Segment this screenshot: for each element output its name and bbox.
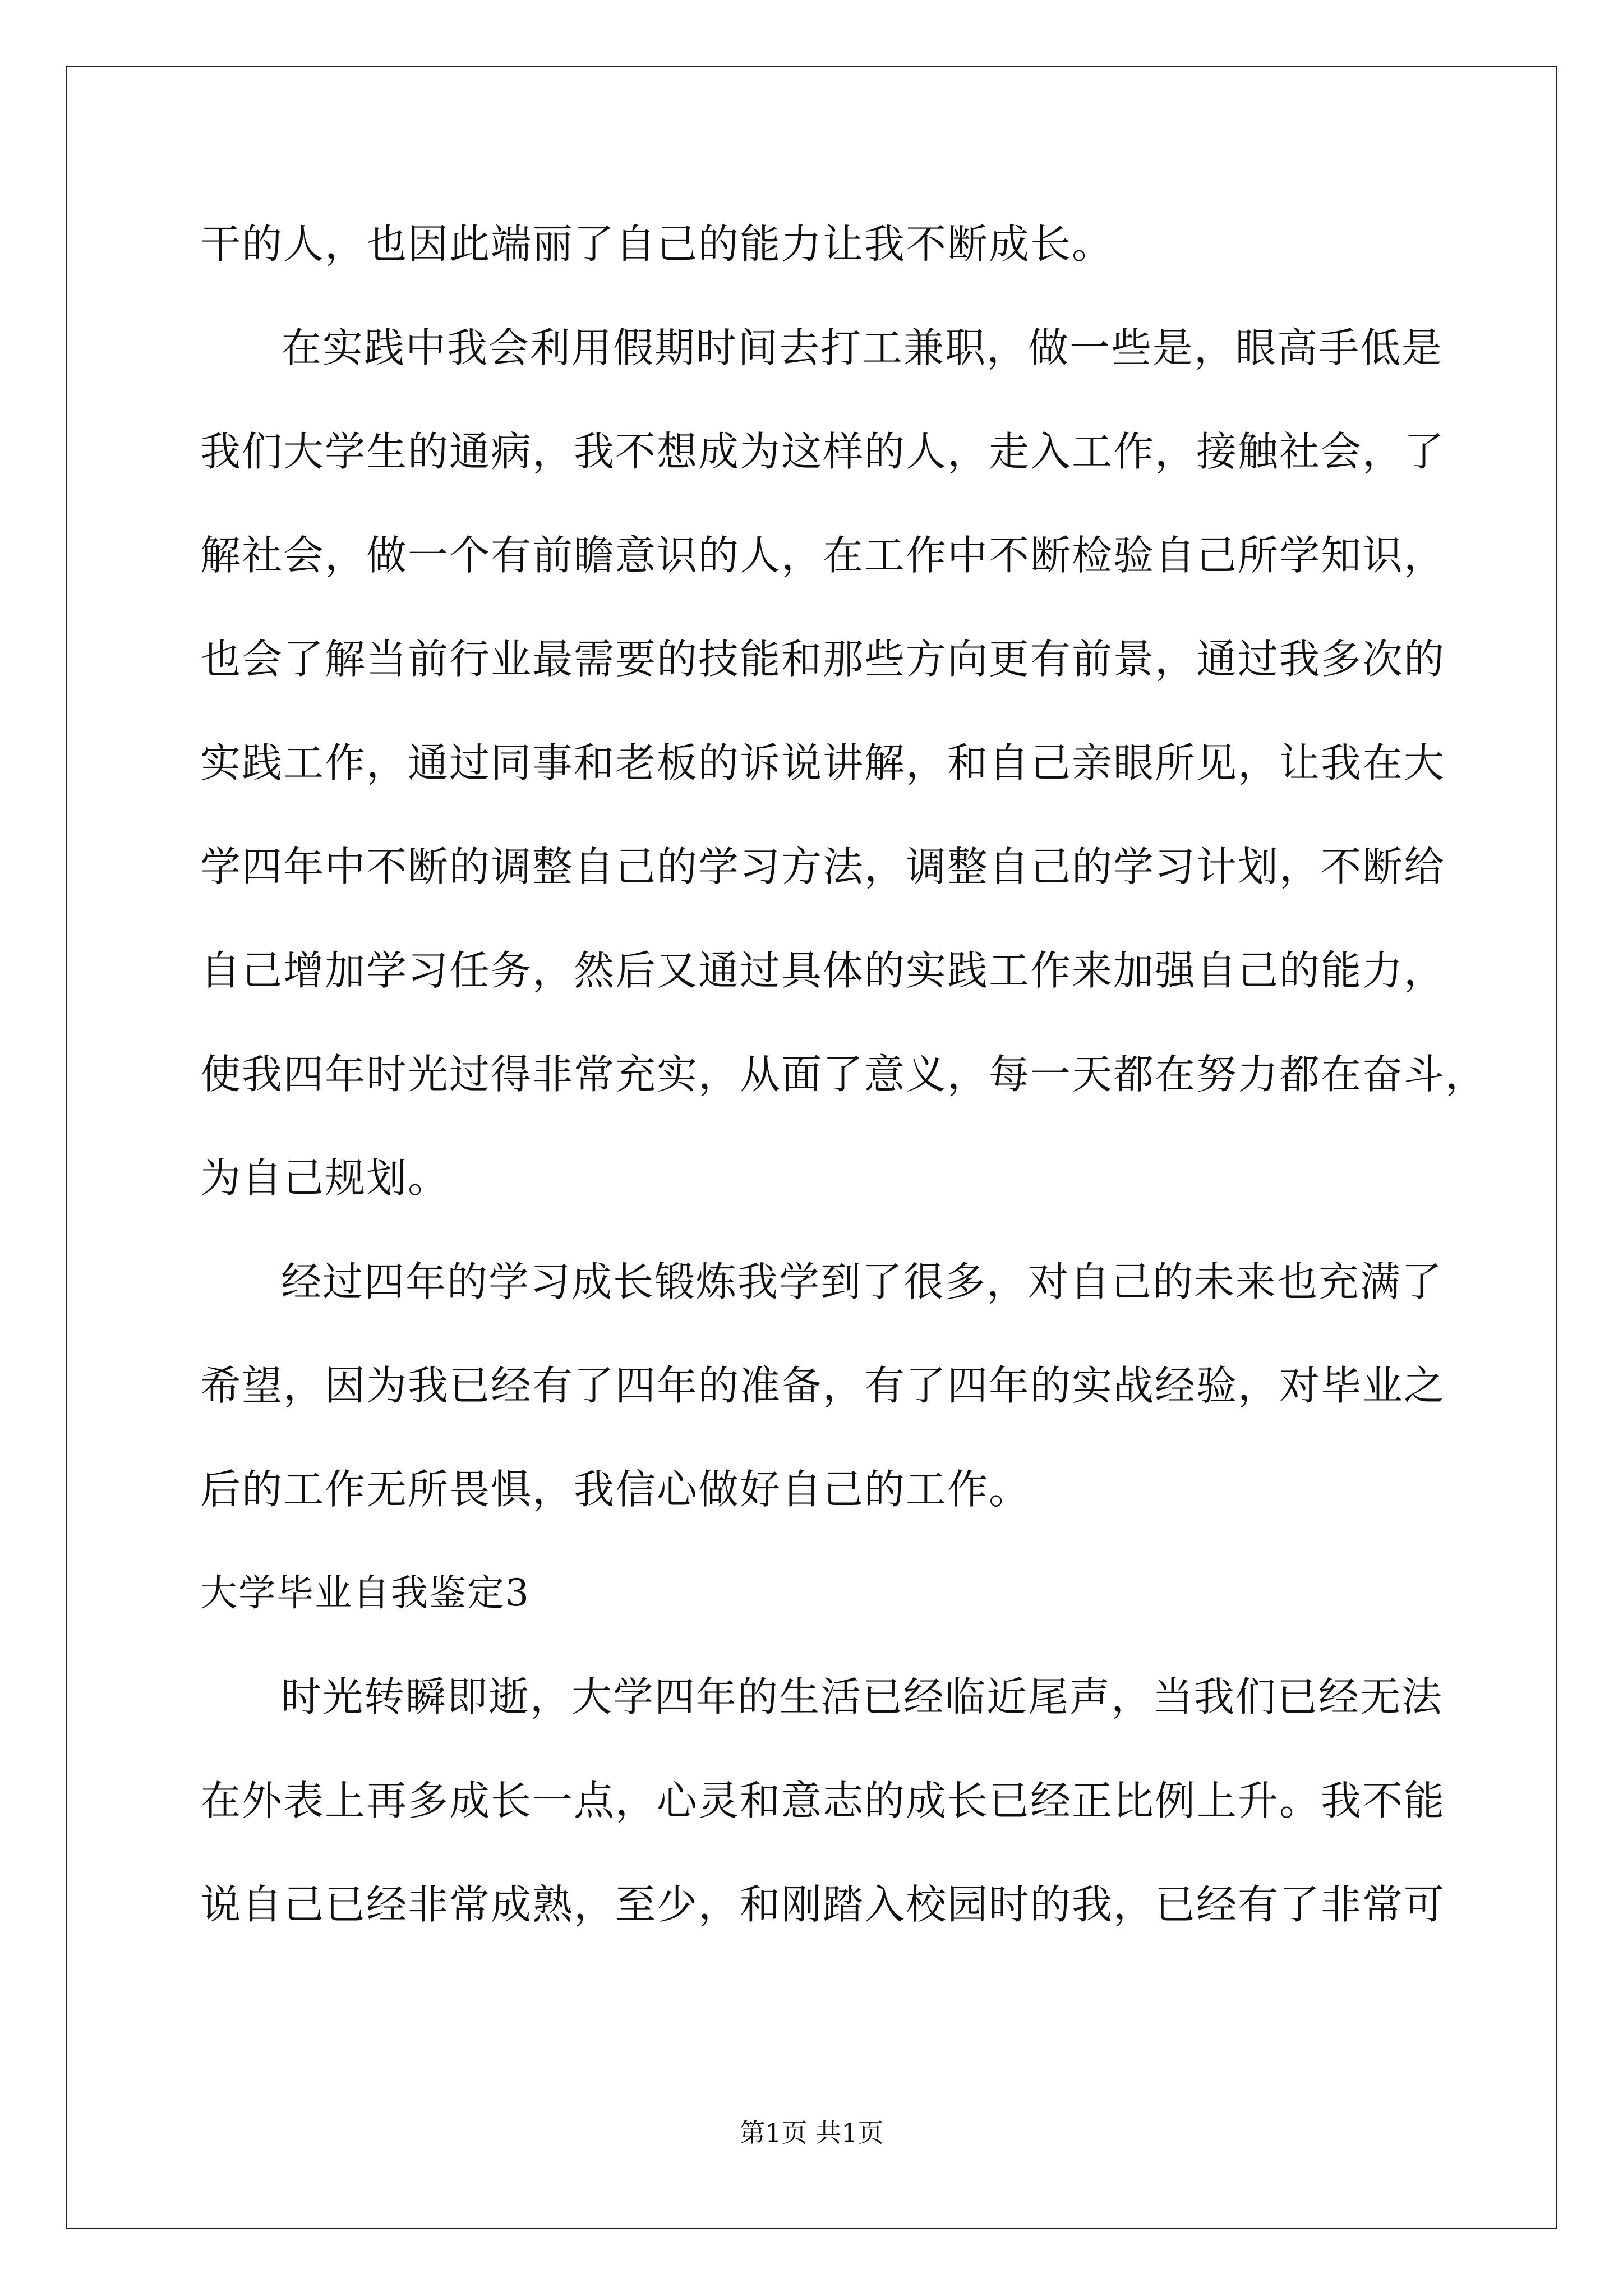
- paragraph-first-line: 经过四年的学习成长锻炼我学到了很多，对自己的未来也充满了: [281, 1258, 1444, 1305]
- text-line: 说自己已经非常成熟，至少，和刚踏入校园时的我，已经有了非常可: [200, 1881, 1446, 1928]
- text-line: 在外表上再多成长一点，心灵和意志的成长已经正比例上升。我不能: [200, 1777, 1446, 1824]
- text-line: 学四年中不断的调整自己的学习方法，调整自己的学习计划，不断给: [200, 843, 1446, 890]
- paragraph-first-line: 时光转瞬即逝，大学四年的生活已经临近尾声，当我们已经无法: [281, 1673, 1444, 1720]
- text-line: 也会了解当前行业最需要的技能和那些方向更有前景，通过我多次的: [200, 636, 1446, 683]
- text-line: 解社会，做一个有前瞻意识的人，在工作中不断检验自己所学知识，: [200, 532, 1446, 579]
- text-line: 干的人，也因此端丽了自己的能力让我不断成长。: [200, 220, 1114, 268]
- section-heading: 大学毕业自我鉴定3: [200, 1571, 530, 1614]
- text-line: 实践工作，通过同事和老板的诉说讲解，和自己亲眼所见，让我在大: [200, 739, 1446, 786]
- page-footer: 第1页 共1页: [739, 2118, 884, 2148]
- text-line: 我们大学生的通病，我不想成为这样的人，走入工作，接触社会，了: [200, 428, 1446, 475]
- text-line: 后的工作无所畏惧，我信心做好自己的工作。: [200, 1466, 1031, 1513]
- text-line: 自己增加学习任务，然后又通过具体的实践工作来加强自己的能力，: [200, 947, 1446, 994]
- paragraph-first-line: 在实践中我会利用假期时间去打工兼职，做一些是，眼高手低是: [281, 324, 1444, 371]
- text-line: 希望，因为我已经有了四年的准备，有了四年的实战经验，对毕业之: [200, 1362, 1446, 1409]
- text-line: 使我四年时光过得非常充实，从面了意义，每一天都在努力都在奋斗，: [200, 1051, 1487, 1098]
- text-line: 为自己规划。: [200, 1154, 450, 1202]
